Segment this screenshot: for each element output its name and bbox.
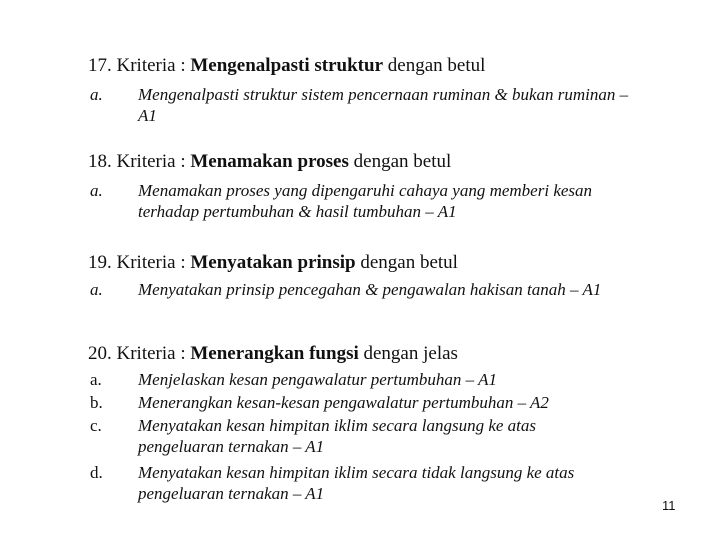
criterion-rest: dengan betul [353, 151, 452, 172]
criterion-19-heading [88, 252, 458, 274]
criterion-keyword: Menerangkan fungsi [190, 343, 359, 364]
item-label: b. [90, 393, 103, 412]
criterion-keyword: Mengenalpasti struktur [190, 55, 384, 76]
criterion-19-item-a: Menyatakan prinsip pencegahan & pengawalan hakisan tanah – A1 [138, 280, 602, 299]
criterion-rest: dengan betul [360, 252, 458, 273]
criterion-rest: dengan jelas [363, 343, 458, 364]
criterion-20-item-d: Menyatakan kesan himpitan iklim secara tidak langsung ke atas pengeluaran ternakan – A1 [138, 463, 575, 503]
criterion-keyword: Menyatakan prinsip [190, 252, 356, 273]
item-label: a. [90, 280, 103, 299]
criterion-number: 19. Kriteria : [88, 252, 186, 273]
item-label: a. [90, 370, 102, 389]
item-label: a. [90, 181, 103, 200]
criterion-20-item-b: Menerangkan kesan-kesan pengawalatur pertumbuhan – A2 [138, 393, 549, 412]
criterion-18-item-a: Menamakan proses yang dipengaruhi cahaya yang memberi kesan terhadap pertumbuhan & hasil tumbuhan – A1 [138, 181, 593, 221]
criterion-17-heading [88, 55, 485, 77]
criterion-18-heading [88, 151, 451, 173]
criterion-number: 18. Kriteria : [88, 151, 186, 172]
criterion-20-heading [88, 343, 458, 365]
criterion-17-item-a: Mengenalpasti struktur sistem pencernaan ruminan & bukan ruminan – A1 [138, 85, 629, 125]
criterion-keyword: Menamakan proses [190, 151, 349, 172]
criterion-rest: dengan betul [387, 55, 486, 76]
item-label: c. [90, 416, 102, 435]
page-number: 11 [662, 498, 676, 513]
criterion-20-item-c: Menyatakan kesan himpitan iklim secara langsung ke atas pengeluaran ternakan – A1 [138, 416, 537, 456]
criterion-number: 20. Kriteria : [88, 343, 186, 364]
item-label: d. [90, 463, 103, 482]
criterion-20-item-a: Menjelaskan kesan pengawalatur pertumbuhan – A1 [138, 370, 498, 389]
item-label: a. [90, 85, 103, 104]
criterion-number: 17. Kriteria : [88, 55, 186, 76]
